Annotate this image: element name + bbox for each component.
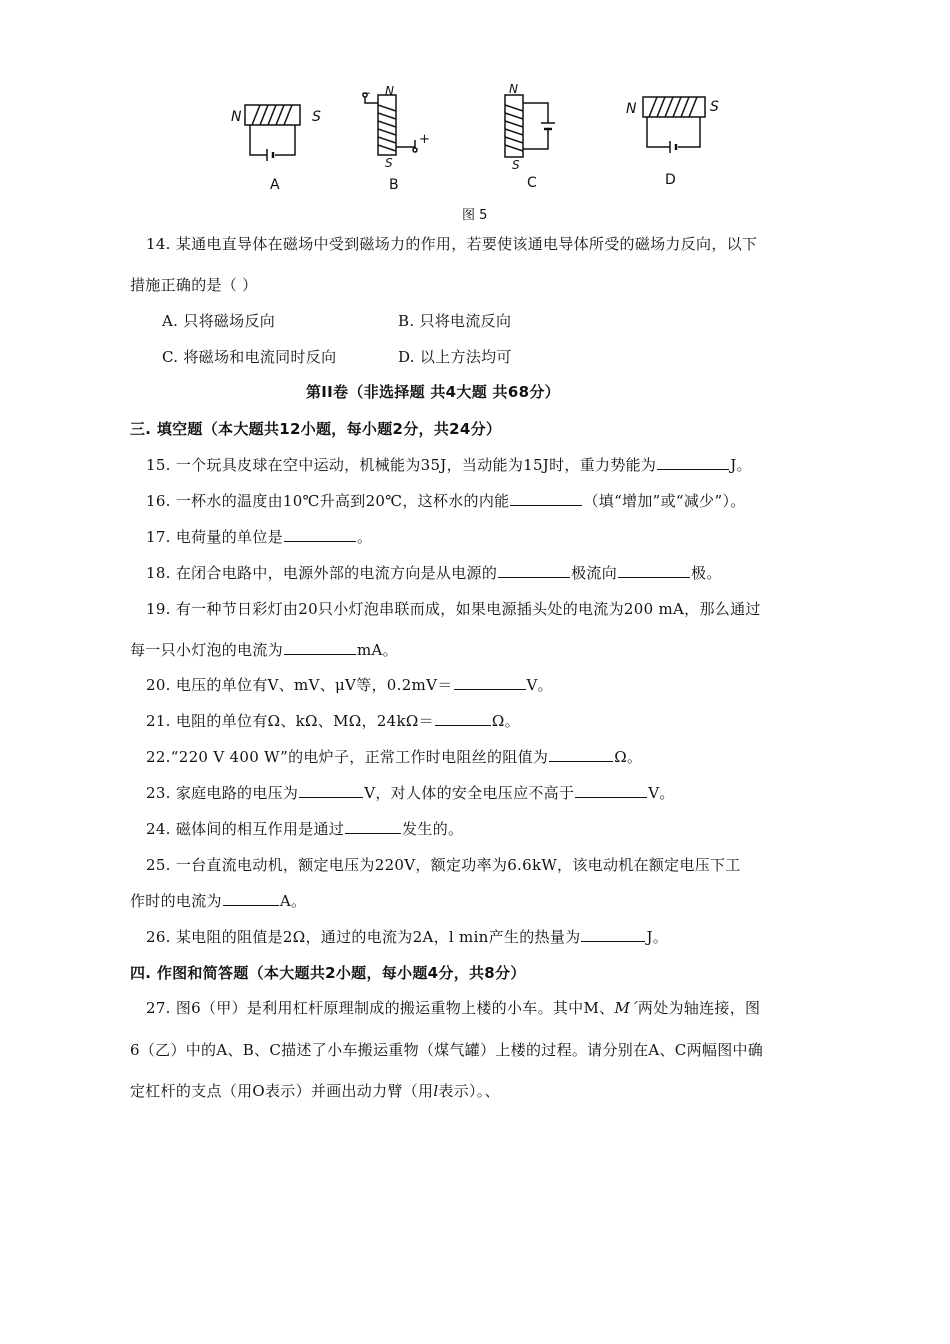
q17-text: 17. 电荷量的单位是 <box>146 528 283 546</box>
label-c: C <box>527 175 537 191</box>
q23 <box>146 782 675 803</box>
figure-5-circuits <box>215 85 735 195</box>
q22-blank[interactable] <box>549 747 613 762</box>
q18-mid: 极流向 <box>571 564 618 582</box>
q14-option-c: C. 将磁场和电流同时反向 <box>162 348 337 366</box>
part2-title: 第II卷（非选择题 共4大题 共68分） <box>306 383 560 401</box>
q14-stem-2: 措施正确的是（ ） <box>130 276 258 294</box>
q20-text: 20. 电压的单位有V、mV、μV等，0.2mV＝ <box>146 676 453 694</box>
q27-line-2: 6（乙）中的A、B、C描述了小车搬运重物（煤气罐）上楼的过程。请分别在A、C两幅图中确 <box>130 1041 764 1059</box>
q17-blank[interactable] <box>284 527 356 542</box>
q20-blank[interactable] <box>454 675 526 690</box>
diagram-d <box>643 97 705 153</box>
q27-text-1b: 两处为轴连接，图 <box>637 999 761 1017</box>
q22-text: 22.“220 V 400 W”的电炉子，正常工作时电阻丝的阻值为 <box>146 748 549 766</box>
section4-title: 四. 作图和简答题（本大题共2小题，每小题4分，共8分） <box>130 964 526 982</box>
diagram-b <box>363 93 417 155</box>
q25-line-1: 25. 一台直流电动机，额定电压为220V，额定功率为6.6kW，该电动机在额定电压下工 <box>146 856 741 874</box>
q15 <box>146 454 752 475</box>
q23-text: 23. 家庭电路的电压为 <box>146 784 299 802</box>
q26-text: 26. 某电阻的阻值是2Ω，通过的电流为2A，l min产生的热量为 <box>146 928 581 946</box>
q27-line-3 <box>130 1080 500 1101</box>
q27-m-prime: M´ <box>614 999 638 1017</box>
diagram-a <box>245 105 300 161</box>
pole-s-b: S <box>385 156 393 170</box>
section3-title: 三. 填空题（本大题共12小题，每小题2分，共24分） <box>130 420 502 438</box>
q19-unit: mA。 <box>357 641 398 659</box>
q26-unit: J。 <box>646 928 669 946</box>
q18-blank-1[interactable] <box>498 563 570 578</box>
q19-blank[interactable] <box>284 640 356 655</box>
q16-hint: （填“增加”或“减少”）。 <box>583 492 746 510</box>
q14-stem-1: 14. 某通电直导体在磁场中受到磁场力的作用，若要使该通电导体所受的磁场力反向，以下 <box>146 235 758 253</box>
figure-caption: 图 5 <box>462 208 488 223</box>
q24-end: 发生的。 <box>402 820 464 838</box>
q20 <box>146 674 553 695</box>
q25-line-2 <box>130 890 306 911</box>
pole-n-d: N <box>626 101 637 117</box>
q21-blank[interactable] <box>435 711 491 726</box>
pole-n-b: N <box>385 84 394 98</box>
q18-blank-2[interactable] <box>618 563 690 578</box>
q19-text: 每一只小灯泡的电流为 <box>130 641 284 659</box>
q16-blank[interactable] <box>510 491 582 506</box>
q26 <box>146 926 668 947</box>
q27-text-1a: 27. 图6（甲）是利用杠杆原理制成的搬运重物上楼的小车。其中M、 <box>146 999 615 1017</box>
pole-n-a: N <box>231 109 242 125</box>
q23-end: V。 <box>648 784 675 802</box>
q24 <box>146 818 463 839</box>
q23-mid: V，对人体的安全电压应不高于 <box>364 784 575 802</box>
pole-s-c: S <box>512 158 520 172</box>
label-a: A <box>270 177 280 193</box>
q16-text: 16. 一杯水的温度由10℃升高到20℃，这杯水的内能 <box>146 492 510 510</box>
pole-s-a: S <box>312 109 321 125</box>
minus-b: − <box>361 86 372 100</box>
q27-text-3b: 表示）。、 <box>438 1082 500 1100</box>
q21-text: 21. 电阻的单位有Ω、kΩ、MΩ，24kΩ＝ <box>146 712 434 730</box>
q14-option-b: B. 只将电流反向 <box>398 312 512 330</box>
q17-end: 。 <box>356 528 373 546</box>
q14-option-a: A. 只将磁场反向 <box>162 312 276 330</box>
q21-unit: Ω。 <box>491 712 520 730</box>
q22 <box>146 746 642 767</box>
q15-text: 15. 一个玩具皮球在空中运动，机械能为35J，当动能为15J时，重力势能为 <box>146 456 657 474</box>
q15-blank[interactable] <box>657 455 729 470</box>
q23-blank-2[interactable] <box>575 783 647 798</box>
q27-l-symbol: l <box>433 1082 439 1100</box>
q17 <box>146 526 372 547</box>
q19-line-1: 19. 有一种节日彩灯由20只小灯泡串联而成，如果电源插头处的电流为200 mA，那么通过 <box>146 600 761 618</box>
q23-blank-1[interactable] <box>299 783 363 798</box>
q22-unit: Ω。 <box>614 748 643 766</box>
q24-blank[interactable] <box>345 819 401 834</box>
q26-blank[interactable] <box>581 927 645 942</box>
q18-end: 极。 <box>691 564 722 582</box>
plus-b: + <box>419 132 430 147</box>
pole-n-c: N <box>509 82 518 96</box>
q25-unit: A。 <box>279 892 307 910</box>
q19-line-2 <box>130 639 398 660</box>
q18 <box>146 562 722 583</box>
q24-text: 24. 磁体间的相互作用是通过 <box>146 820 345 838</box>
q20-unit: V。 <box>526 676 553 694</box>
q27-text-3a: 定杠杆的支点（用O表示）并画出动力臂（用 <box>130 1082 434 1100</box>
q21 <box>146 710 520 731</box>
q25-text: 作时的电流为 <box>130 892 222 910</box>
label-b: B <box>389 177 399 193</box>
q18-text: 18. 在闭合电路中，电源外部的电流方向是从电源的 <box>146 564 498 582</box>
diagram-c <box>505 95 555 157</box>
label-d: D <box>665 172 676 188</box>
pole-s-d: S <box>710 99 719 115</box>
q25-blank[interactable] <box>223 891 279 906</box>
q16 <box>146 490 746 511</box>
q14-option-d: D. 以上方法均可 <box>398 348 512 366</box>
q15-unit: J。 <box>730 456 752 474</box>
q27-line-1 <box>146 997 760 1018</box>
